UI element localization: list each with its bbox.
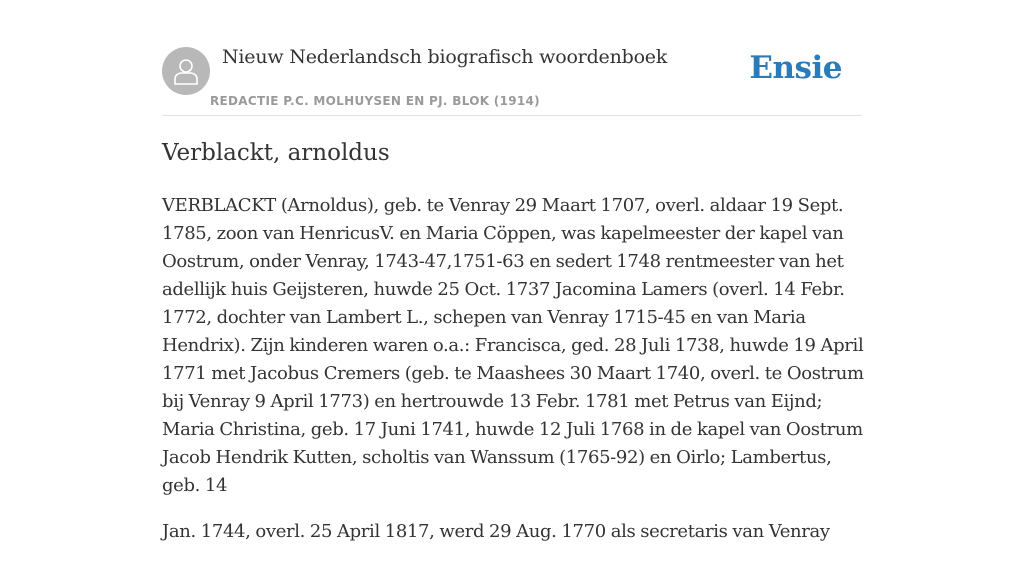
entry-body (162, 192, 864, 564)
entry-title: Verblackt, arnoldus (162, 140, 390, 166)
avatar[interactable] (162, 47, 210, 95)
ensie-logo[interactable]: Ensie (749, 50, 842, 86)
user-placeholder-icon (173, 57, 199, 85)
book-title[interactable]: Nieuw Nederlandsch biografisch woordenboek (222, 46, 668, 68)
entry-paragraph: Jan. 1744, overl. 25 April 1817, werd 29 Aug. 1770 als secretaris van Venray (162, 521, 830, 542)
entry-paragraph: VERBLACKT (Arnoldus), geb. te Venray 29 Maart 1707, overl. aldaar 19 Sept. 1785, zoon van HenricusV. en Maria Cöppen, was kapelmeester der kapel van Oostrum, onder Venray, 1743-47,1751-63 en sedert 1748 rentmeester van het adellijk huis Geijsteren, huwde 25 Oct. 1737 Jacomina Lamers (overl. 14 Febr. 1772, dochter van Lambert L., schepen van Venray 1715-45 en van Maria Hendrix). Zijn kinderen waren o.a.: Francisca, ged. 28 Juli 1738, huwde 19 April 1771 met Jacobus Cremers (geb. te Maashees 30 Maart 1740, overl. te Oostrum bij Venray 9 April 1773) en hertrouwde 13 Febr. 1781 met Petrus van Eijnd; Maria Christina, geb. 17 Juni 1741, huwde 12 Juli 1768 in de kapel van Oostrum Jacob Hendrik Kutten, scholtis van Wanssum (1765-92) en Oirlo; Lambertus, geb. 14 (162, 195, 864, 496)
book-editors: REDACTIE P.C. MOLHUYSEN EN PJ. BLOK (1914) (210, 94, 540, 108)
page-container (162, 0, 864, 542)
book-header (162, 0, 862, 116)
